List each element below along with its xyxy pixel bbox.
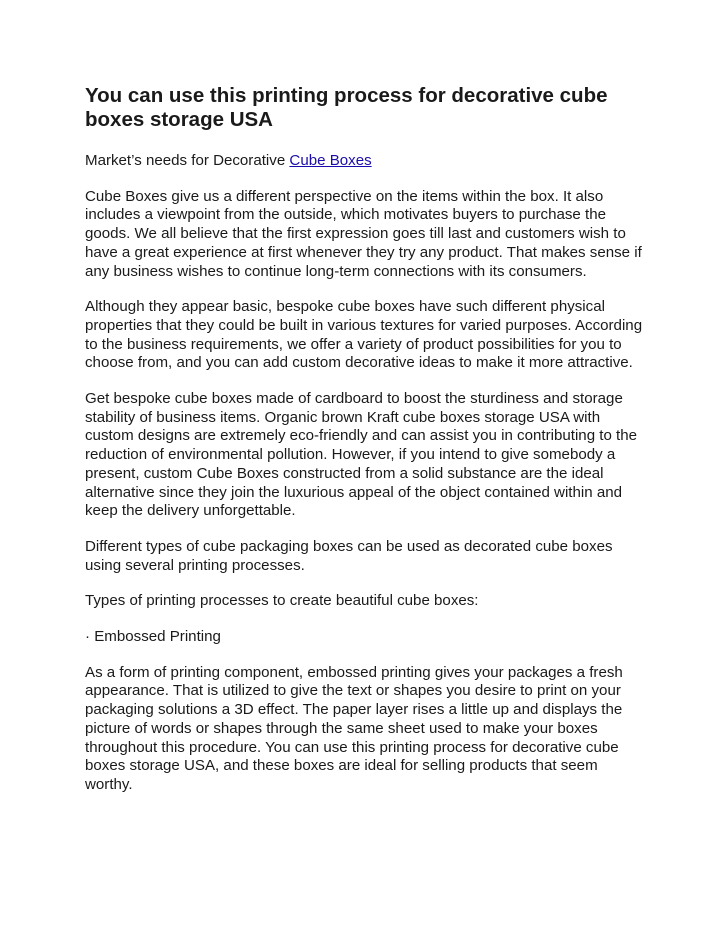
document-page: [85, 84, 645, 812]
paragraph-physical-properties: Although they appear basic, bespoke cube boxes have such different physical properties that they could be built in various textures for varied purposes. According to the business requirements, we offer a variety of product possibilities for you to choose from, and you can add custom decorative ideas to make it more attractive.: [85, 298, 643, 372]
market-needs-subheading: [85, 152, 645, 171]
paragraph-packaging-types: Different types of cube packaging boxes can be used as decorated cube boxes using several printing processes.: [85, 537, 613, 574]
paragraph-cardboard: Get bespoke cube boxes made of cardboard to boost the sturdiness and storage stability of business items. Organic brown Kraft cube boxes storage USA with custom designs are extremely eco-friendly and can assist you in contributing to the reduction of environmental pollution. However, if you intend to give somebody a present, custom Cube Boxes constructed from a solid substance are the ideal alternative since they join the luxurious appeal of the object contained within and keep the delivery unforgettable.: [85, 390, 638, 520]
list-item-embossed-printing: · Embossed Printing: [85, 628, 221, 646]
document-title: You can use this printing process for decorative cube boxes storage USA: [85, 84, 608, 131]
subheading-text: Market’s needs for Decorative: [85, 152, 290, 169]
paragraph-intro: Cube Boxes give us a different perspective on the items within the box. It also includes a viewpoint from the outside, which motivates buyers to purchase the goods. We all believe that the first expression goes till last and customers wish to have a great experience at first whenever they try any product. That makes sense if any business wishes to continue long-term connections with its consumers.: [85, 187, 642, 280]
paragraph-embossed-description: As a form of printing component, embossed printing gives your packages a fresh appearance. That is utilized to give the text or shapes you desire to print on your packaging solutions a 3D effect. The paper layer rises a little up and displays the picture of words or shapes through the same sheet used to make your boxes throughout this procedure. You can use this printing process for decorative cube boxes storage USA, and these boxes are ideal for selling products that seem worthy.: [85, 663, 623, 793]
cube-boxes-link[interactable]: Cube Boxes: [289, 152, 372, 169]
paragraph-printing-types-heading: Types of printing processes to create beautiful cube boxes:: [85, 592, 479, 610]
